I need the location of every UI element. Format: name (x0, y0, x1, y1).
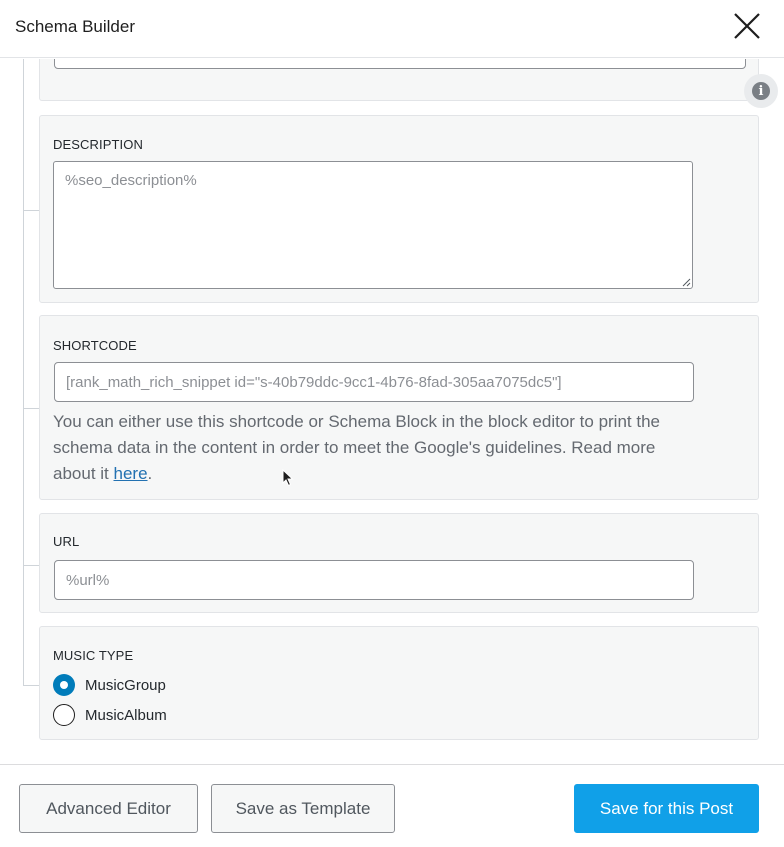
shortcode-help-link[interactable]: here (113, 464, 148, 483)
music-type-label: MUSIC TYPE (53, 648, 134, 663)
music-type-panel (39, 626, 759, 740)
radio-label: MusicGroup (85, 676, 166, 694)
description-panel (39, 115, 759, 303)
modal-header (0, 0, 784, 58)
url-label: URL (53, 534, 80, 549)
radio-button-unchecked[interactable] (53, 704, 75, 726)
headline-input[interactable] (54, 59, 746, 69)
shortcode-panel (39, 315, 759, 500)
shortcode-help-text (53, 409, 698, 487)
shortcode-input[interactable] (54, 362, 694, 402)
radio-label: MusicAlbum (85, 706, 167, 724)
shortcode-help-end: . (147, 464, 153, 483)
save-as-template-button[interactable]: Save as Template (211, 784, 395, 833)
radio-button-checked[interactable] (53, 674, 75, 696)
tree-connector-branch (23, 408, 39, 409)
tree-connector-branch (23, 685, 39, 686)
url-input[interactable] (54, 560, 694, 600)
description-textarea[interactable] (53, 161, 693, 289)
info-button[interactable] (744, 74, 778, 108)
advanced-editor-button[interactable]: Advanced Editor (19, 784, 198, 833)
modal-footer (0, 764, 784, 847)
mouse-cursor-icon (282, 469, 294, 487)
tree-connector-branch (23, 565, 39, 566)
headline-panel (39, 59, 759, 101)
tree-connector-branch (23, 210, 39, 211)
save-for-post-button[interactable]: Save for this Post (574, 784, 759, 833)
radio-music-group[interactable] (53, 673, 166, 697)
shortcode-label: SHORTCODE (53, 338, 137, 353)
close-button[interactable] (731, 10, 763, 42)
radio-music-album[interactable] (53, 703, 167, 727)
url-panel (39, 513, 759, 613)
description-label: DESCRIPTION (53, 137, 143, 152)
modal-title: Schema Builder (15, 17, 136, 36)
shortcode-help-body: You can either use this shortcode or Schema Block in the block editor to print the schema data in the content in order to meet the Google's guidelines. Read more about it (53, 412, 660, 483)
close-icon (731, 10, 763, 42)
tree-connector-line (23, 59, 24, 685)
resize-grip-icon[interactable] (681, 277, 691, 287)
info-icon: i (752, 82, 770, 100)
modal-content[interactable] (0, 59, 784, 764)
